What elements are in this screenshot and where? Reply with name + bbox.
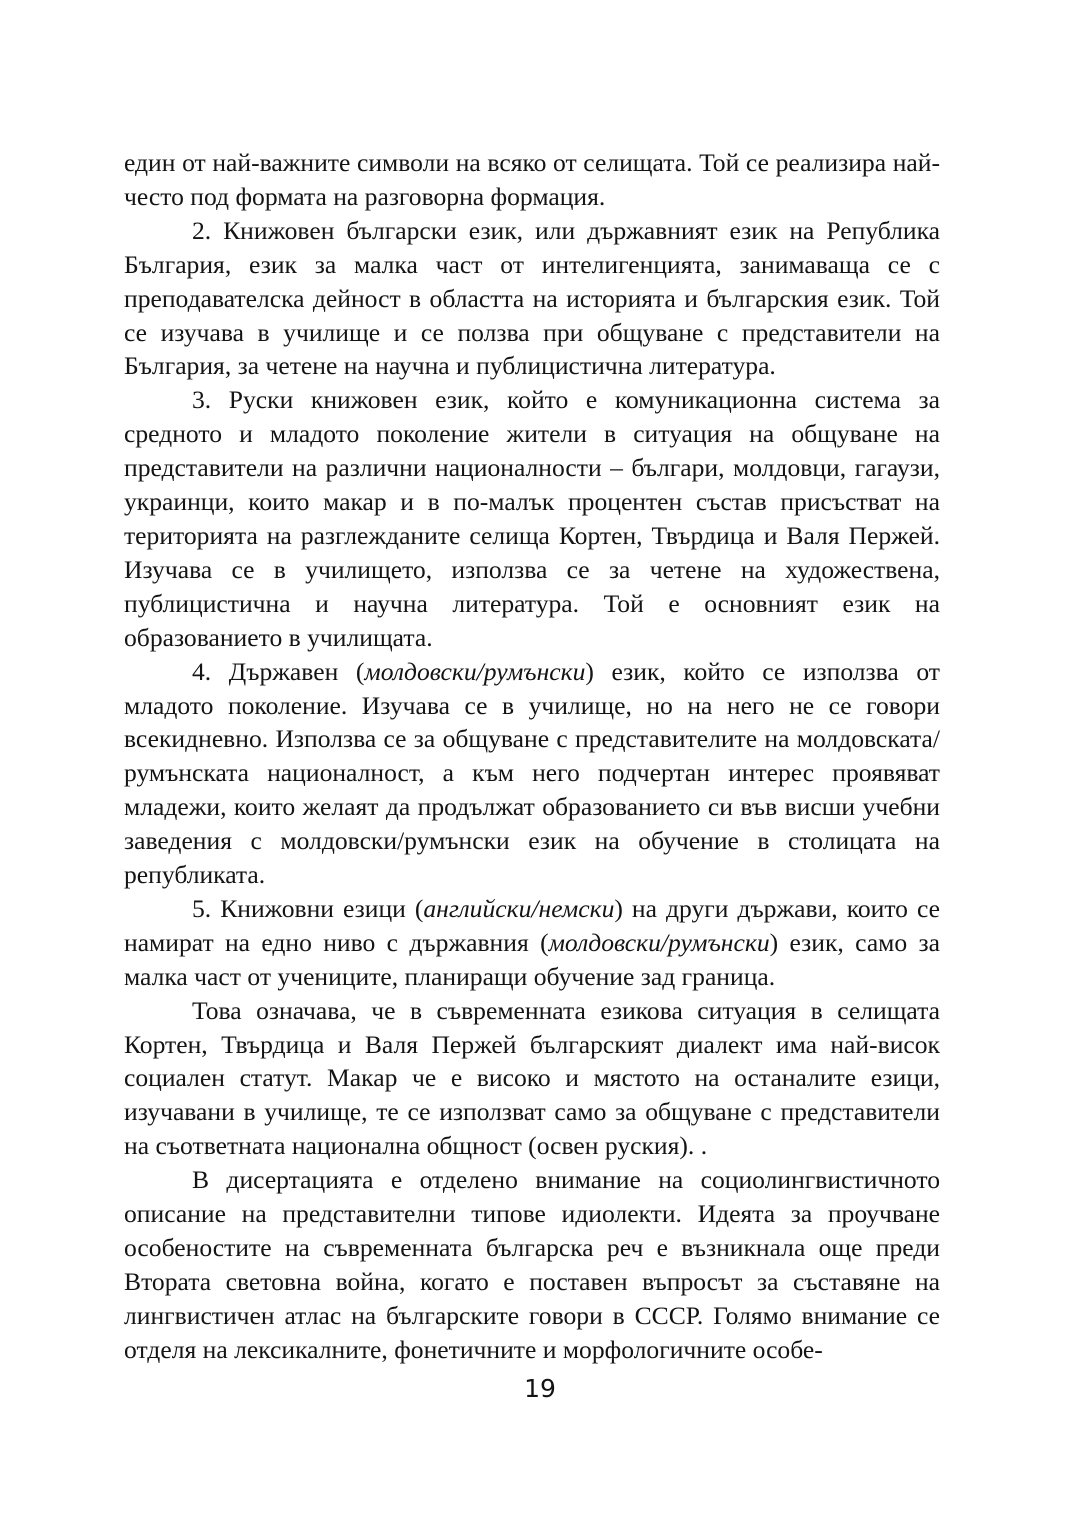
text-run: 5. Книжовни езици ( — [192, 893, 424, 923]
paragraph-item-5 — [124, 892, 940, 994]
italic-term: английски/немски — [423, 893, 615, 923]
paragraph-continuation: един от най-важните символи на всяко от селищата. Той се реализира най-често под формата на разговорна формация. — [124, 148, 940, 211]
paragraph-item-2: 2. Книжовен български език, или държавният език на Република България, език за малка част от интелигенцията, занимаваща се с преподавателска дейност в областта на историята и българския език. Той се изучава в училище и се ползва при общуване с представители на България, за четене на научна и публицистична литература. — [124, 215, 940, 381]
page-number: 19 — [524, 1374, 556, 1403]
text-run: ) език, само за малка част от учениците, планиращи обучение зад граница. — [124, 927, 940, 991]
text-run: ) на други държави, които се намират на едно ниво с държавния ( — [124, 893, 941, 957]
paragraph-item-3: 3. Руски книжовен език, който е комуникационна система за средното и младото поколение жители в ситуация на общуване на представители на различни националности – българи, молдовци, гагаузи, украинци, които макар и в по-малък процентен състав присъстват на територията на разглежданите селища Кортен, Твърдица и Валя Пержей. Изучава се в училището, използва се за четене на художествена, публицистична и научна литература. Той е основният език на образованието в училищата. — [124, 385, 940, 652]
body-text — [124, 146, 940, 1367]
italic-term: молдовски/румънски — [548, 927, 770, 957]
italic-term: молдовски/румънски — [364, 656, 586, 686]
paragraph-conclusion: Това означава, че в съвременната езикова ситуация в селищата Кортен, Твърдица и Валя Пержей българският диалект има най-висок социален статут. Макар че е високо и мястото на останалите езици, изучавани в училище, те се използват само за общуване с представители на съответната национална общност (освен руския). . — [124, 995, 940, 1161]
text-run: 4. Държавен ( — [192, 656, 365, 686]
paragraph-dissertation: В дисертацията е отделено внимание на социолингвистичното описание на представителни типове идиолекти. Идеята за проучване особеностите на съвременната българска реч е възникнала още преди Втората световна война, когато е поставен въпросът за съставяне на лингвистичен атлас на българските говори в СССР. Голямо внимание се отделя на лексикалните, фонетичните и морфологичните особе- — [124, 1165, 940, 1364]
paragraph-item-4 — [124, 655, 940, 892]
text-run: ) език, който се използва от младото поколение. Изучава се в училище, но на него не се говори всекидневно. Използва се за общуване с представителите на молдовската/румънската националност, а към него подчертан интерес проявяват младежи, които желаят да продължат образованието си във висши учебни заведения с молдовски/румънски език на обучение в столицата на републиката. — [124, 656, 940, 890]
